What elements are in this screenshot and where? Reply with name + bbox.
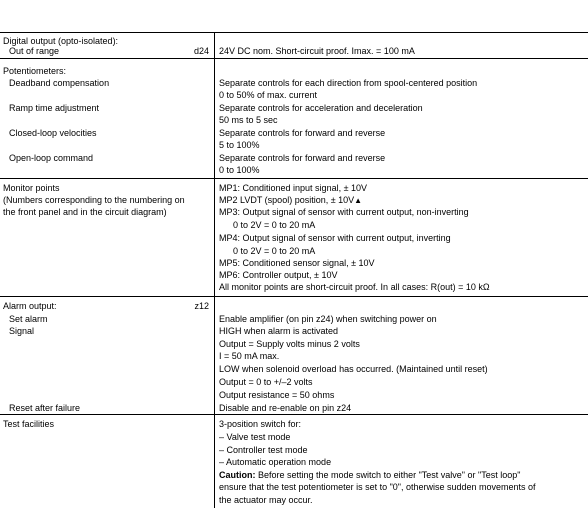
monitor-note-short-circuit: All monitor points are short-circuit proof. In all cases: R(out) = 10 kΩ <box>219 282 490 292</box>
alarm-line-8: Disable and re-enable on pin z24 <box>219 403 352 413</box>
test-line-1: 3-position switch for: <box>219 419 302 429</box>
caution-label: Caution: <box>219 470 256 480</box>
monitor-mp1: MP1: Conditioned input signal, ± 10V <box>219 183 368 193</box>
pot-label-open-loop: Open-loop command <box>9 153 94 163</box>
alarm-signal-label: Signal <box>9 326 35 336</box>
alarm-heading: Alarm output: <box>3 301 57 311</box>
test-caution-2: ensure that the test potentiometer is set to "0", otherwise sudden movements of <box>219 482 536 492</box>
pot-label-ramp: Ramp time adjustment <box>9 103 100 113</box>
monitor-mp6: MP6: Controller output, ± 10V <box>219 270 338 280</box>
alarm-line-5: LOW when solenoid overload has occurred. (Maintained until reset) <box>219 364 488 374</box>
pot-range-ramp: 50 ms to 5 sec <box>219 115 278 125</box>
digital-value: 24V DC nom. Short-circuit proof. Imax. = 100 mA <box>219 46 415 56</box>
pot-range-open-loop: 0 to 100% <box>219 165 260 175</box>
pot-label-closed-loop: Closed-loop velocities <box>9 128 97 138</box>
test-heading: Test facilities <box>3 419 55 429</box>
alarm-reset-label: Reset after failure <box>9 403 81 413</box>
pots-heading: Potentiometers: <box>3 66 67 76</box>
pot-range-deadband: 0 to 50% of max. current <box>219 90 318 100</box>
alarm-line-2: HIGH when alarm is activated <box>219 326 339 336</box>
digital-heading: Digital output (opto-isolated): <box>3 36 119 46</box>
alarm-line-7: Output resistance = 50 ohms <box>219 390 335 400</box>
alarm-line-6: Output = 0 to +/–2 volts <box>219 377 313 387</box>
monitor-note-2: the front panel and in the circuit diagram) <box>3 207 167 217</box>
digital-pin: d24 <box>193 46 209 56</box>
pot-desc-closed-loop: Separate controls for forward and reverse <box>219 128 386 138</box>
digital-row-label: Out of range <box>9 46 60 56</box>
alarm-set-label: Set alarm <box>9 314 48 324</box>
monitor-mp2-text: MP2 LVDT (spool) position, ± 10V <box>219 195 355 205</box>
rule-top <box>0 32 588 33</box>
pot-desc-open-loop: Separate controls for forward and reverse <box>219 153 386 163</box>
test-caution <box>219 469 520 482</box>
alarm-line-1: Enable amplifier (on pin z24) when switching power on <box>219 314 437 324</box>
pot-desc-deadband: Separate controls for each direction from spool-centered position <box>219 78 478 88</box>
alarm-pin: z12 <box>194 301 209 311</box>
monitor-mp4: MP4: Output signal of sensor with current output, inverting <box>219 233 451 243</box>
test-caution-3: the actuator may occur. <box>219 495 313 505</box>
pot-range-closed-loop: 5 to 100% <box>219 140 260 150</box>
rule-1 <box>0 58 588 59</box>
monitor-note-1: (Numbers corresponding to the numbering on <box>3 195 185 205</box>
monitor-mp5: MP5: Conditioned sensor signal, ± 10V <box>219 258 375 268</box>
monitor-mp3-range: 0 to 2V = 0 to 20 mA <box>233 220 316 230</box>
alarm-line-4: I = 50 mA max. <box>219 351 280 361</box>
column-divider <box>214 32 215 508</box>
pot-label-deadband: Deadband compensation <box>9 78 110 88</box>
test-line-4: – Automatic operation mode <box>219 457 332 467</box>
monitor-mp4-range: 0 to 2V = 0 to 20 mA <box>233 246 316 256</box>
warning-triangle-icon: ▲ <box>354 196 363 205</box>
test-line-3: – Controller test mode <box>219 445 308 455</box>
monitor-heading: Monitor points <box>3 183 60 193</box>
rule-2 <box>0 178 588 179</box>
rule-3 <box>0 296 588 297</box>
test-line-2: – Valve test mode <box>219 432 291 442</box>
alarm-line-3: Output = Supply volts minus 2 volts <box>219 339 360 349</box>
caution-text: Before setting the mode switch to either "Test valve" or "Test loop" <box>255 470 521 480</box>
pot-desc-ramp: Separate controls for acceleration and deceleration <box>219 103 423 113</box>
monitor-mp3: MP3: Output signal of sensor with current output, non-inverting <box>219 207 469 217</box>
